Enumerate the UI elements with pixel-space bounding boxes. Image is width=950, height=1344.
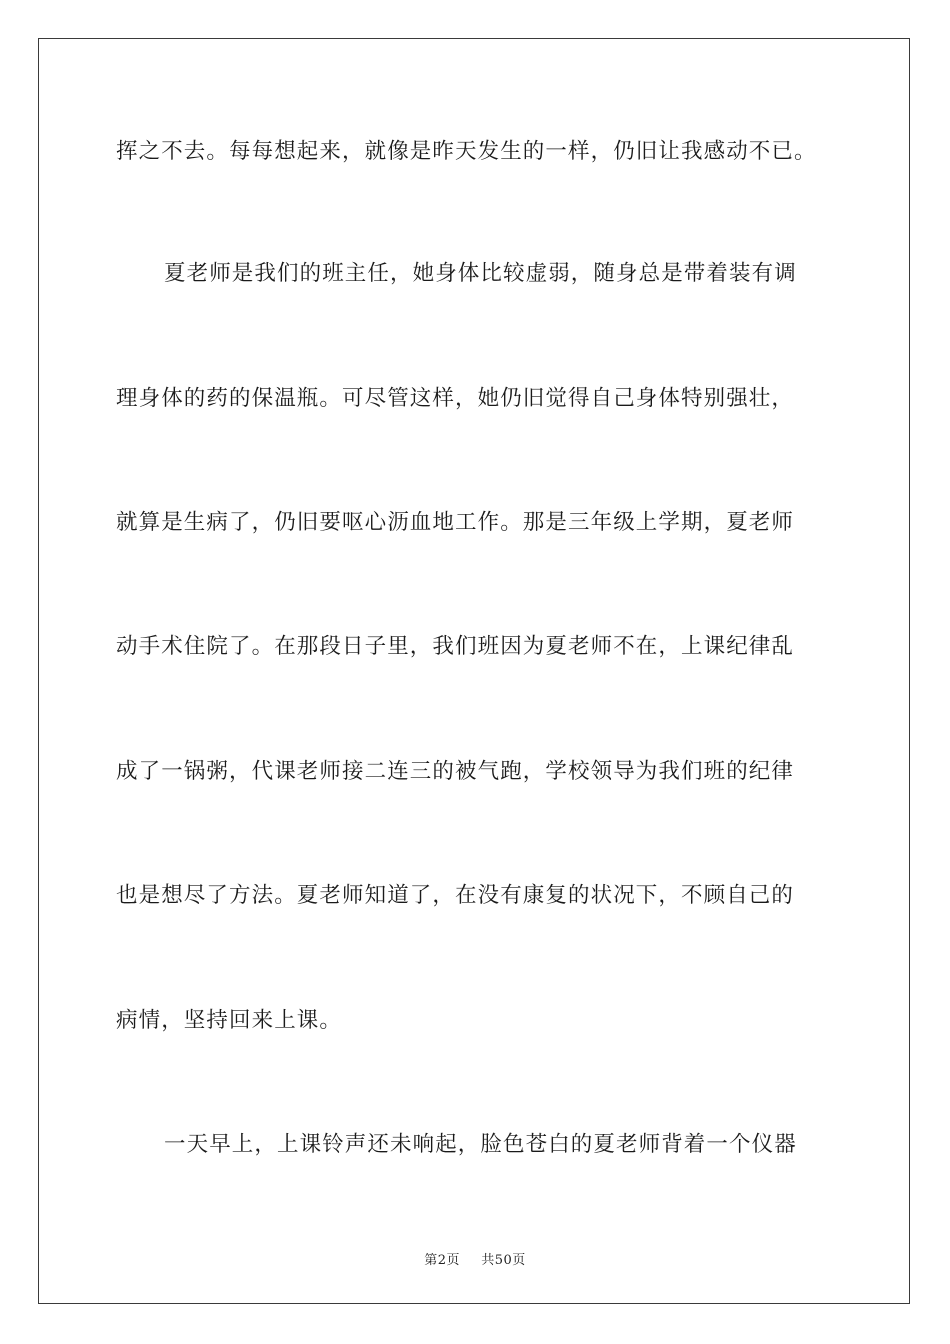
paragraph-line: 病情，坚持回来上课。 bbox=[116, 1008, 343, 1033]
paragraph-line: 动手术住院了。在那段日子里，我们班因为夏老师不在，上课纪律乱 bbox=[116, 634, 795, 659]
paragraph-line: 挥之不去。每每想起来，就像是昨天发生的一样，仍旧让我感动不已。 bbox=[116, 139, 817, 164]
paragraph-line: 成了一锅粥，代课老师接二连三的被气跑，学校领导为我们班的纪律 bbox=[116, 759, 795, 784]
paragraph-line: 一天早上，上课铃声还未响起，脸色苍白的夏老师背着一个仪器 bbox=[164, 1132, 797, 1157]
paragraph-line: 就算是生病了，仍旧要呕心沥血地工作。那是三年级上学期，夏老师 bbox=[116, 510, 795, 535]
total-page-count: 共50页 bbox=[481, 1253, 526, 1268]
paragraph-line: 夏老师是我们的班主任，她身体比较虚弱，随身总是带着装有调 bbox=[164, 261, 797, 286]
paragraph-line: 理身体的药的保温瓶。可尽管这样，她仍旧觉得自己身体特别强壮， bbox=[116, 386, 795, 411]
current-page-number: 第2页 bbox=[424, 1253, 460, 1268]
paragraph-line: 也是想尽了方法。夏老师知道了，在没有康复的状况下，不顾自己的 bbox=[116, 883, 795, 908]
page-border bbox=[38, 38, 910, 1304]
page-footer bbox=[0, 1249, 950, 1268]
